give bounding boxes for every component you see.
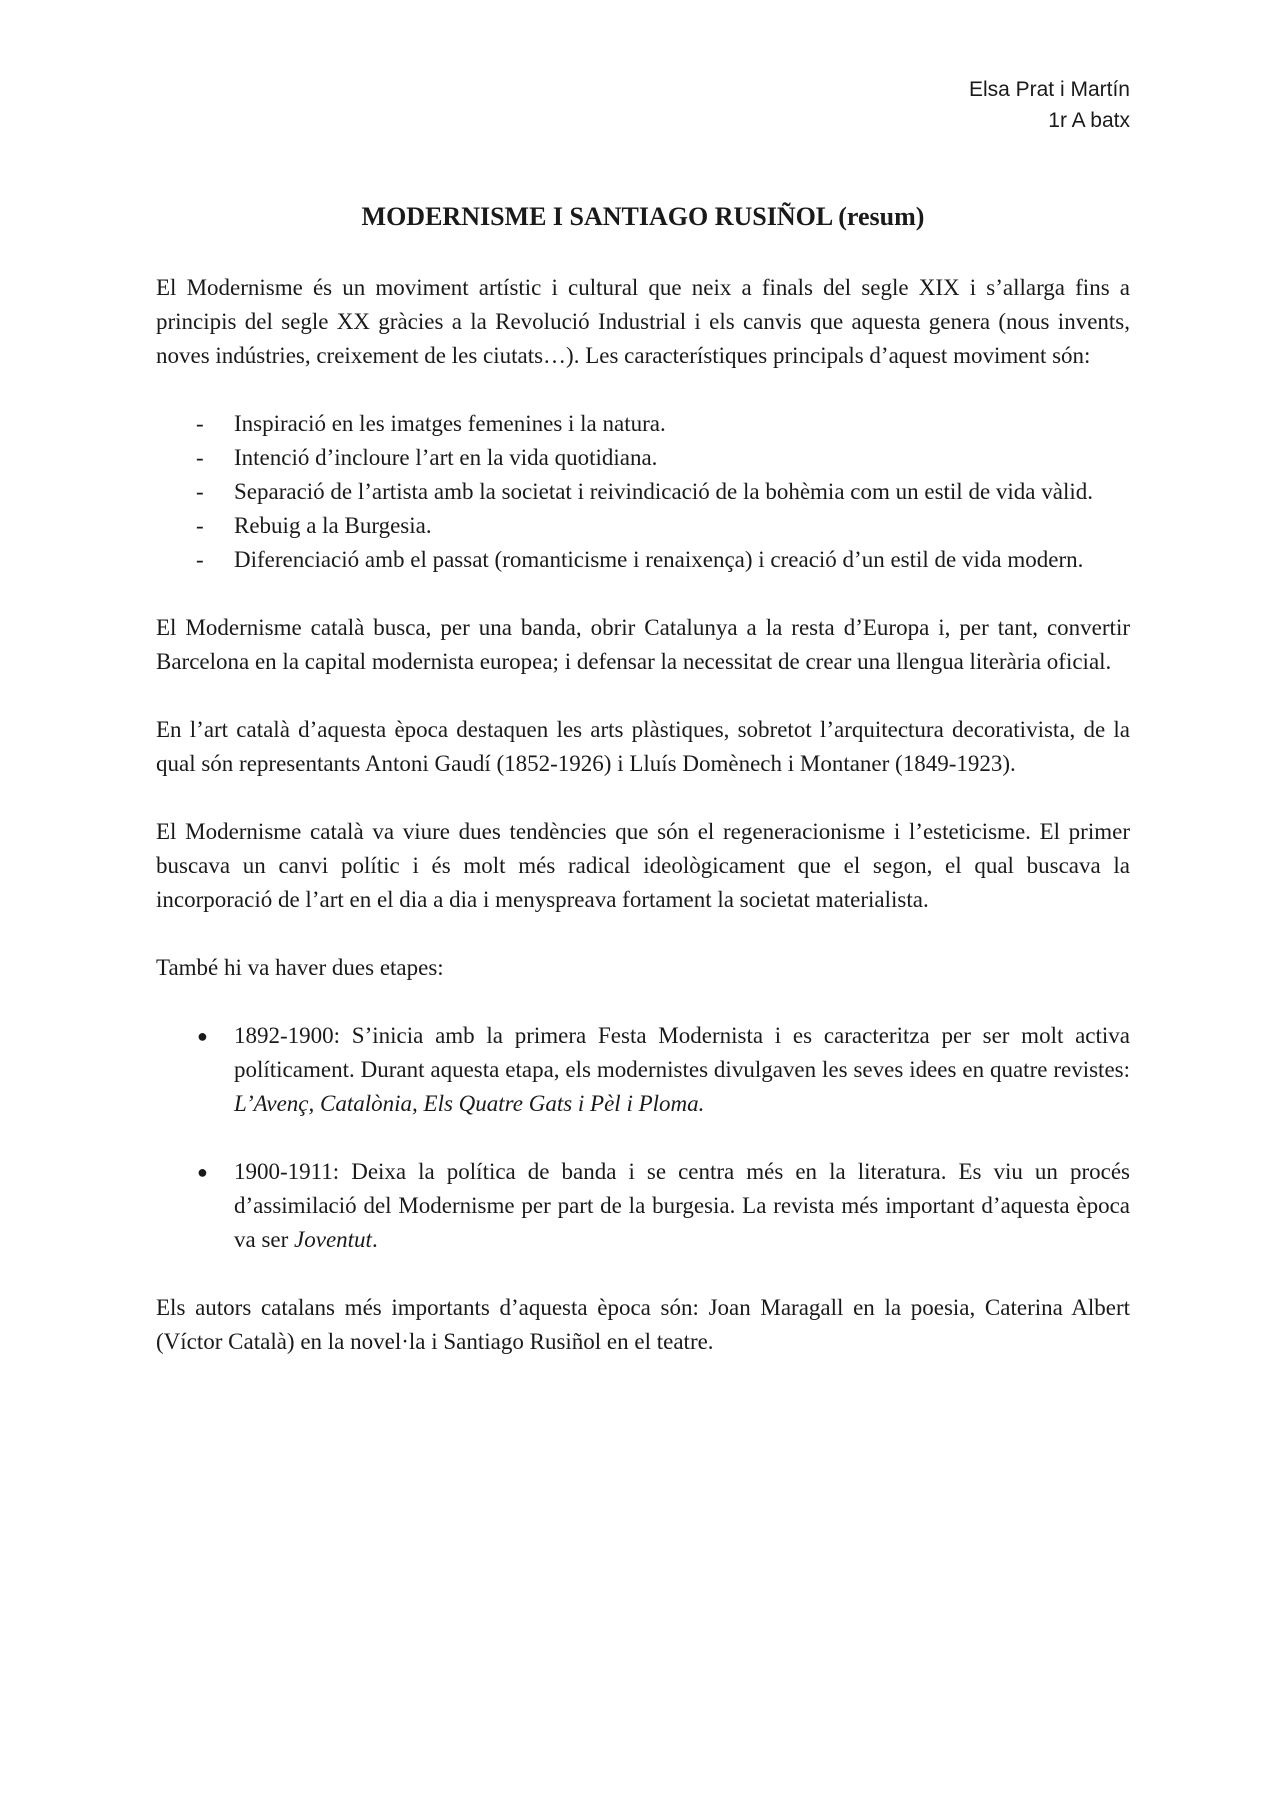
art-paragraph: En l’art català d’aquesta època destaquen les arts plàstiques, sobretot l’arquitectura decorativista, de la qual són representants Antoni Gaudí (1852-1926) i Lluís Domènech i Montaner (1849-1923). [156,717,1130,776]
authors-paragraph: Els autors catalans més importants d’aquesta època són: Joan Maragall en la poesia, Caterina Albert (Víctor Català) en la novel·la i Santiago Rusiñol en el teatre. [156,1295,1130,1354]
stage-text: 1892-1900: S’inicia amb la primera Festa Modernista i es caracteritza per ser molt activa políticament. Durant aquesta etapa, els modernistes divulgaven les seves idees en quatre revistes: [234,1023,1130,1082]
list-item [156,1155,1130,1257]
stage-tail: . [371,1227,378,1252]
catalan-modernism-paragraph: El Modernisme català busca, per una banda, obrir Catalunya a la resta d’Europa i, per tant, convertir Barcelona en la capital modernista europea; i defensar la necessitat de crear una llengua literària oficial. [156,615,1130,674]
stage-magazine: Joventut [294,1227,372,1252]
dash-marker: - [196,479,204,504]
dash-marker: - [196,411,204,436]
document-title: MODERNISME I SANTIAGO RUSIÑOL (resum) [361,202,925,231]
list-item [156,475,1130,509]
list-item-text: Diferenciació amb el passat (romanticisme i renaixença) i creació d’un estil de vida modern. [234,547,1084,572]
intro-paragraph: El Modernisme és un moviment artístic i cultural que neix a finals del segle XIX i s’allarga fins a principis del segle XX gràcies a la Revolució Industrial i els canvis que aquesta genera (nous invents, noves indústries, creixement de les ciutats…). Les característiques principals d’aquest moviment són: [156,275,1130,368]
dash-marker: - [196,445,204,470]
list-item-text: Inspiració en les imatges femenines i la natura. [234,411,666,436]
stage-magazines: L’Avenç, Catalònia, Els Quatre Gats i Pèl i Ploma. [234,1091,705,1116]
tendencies-paragraph: El Modernisme català va viure dues tendències que són el regeneracionisme i l’esteticisme. El primer buscava un canvi polític i és molt més radical ideològicament que el segon, el qual buscava la incorporació de l’art en el dia a dia i menyspreava fortament la societat materialista. [156,819,1130,912]
author-name: Elsa Prat i Martín [968,78,1130,101]
characteristics-list [156,407,1130,577]
list-item [156,441,1130,475]
list-item [156,543,1130,577]
stages-intro: També hi va haver dues etapes: [156,955,444,980]
list-item-text: Rebuig a la Burgesia. [234,513,432,538]
list-item-text: Intenció d’incloure l’art en la vida quotidiana. [234,445,658,470]
list-item [156,1019,1130,1121]
stages-list [156,1019,1130,1257]
list-item-text: Separació de l’artista amb la societat i reivindicació de la bohèmia com un estil de vida vàlid. [234,479,1093,504]
document-body [156,200,1130,1393]
dash-marker: - [196,513,204,538]
list-item [156,407,1130,441]
dash-marker: - [196,547,204,572]
document-header [969,74,1130,136]
list-item [156,509,1130,543]
bullet-marker: ● [197,1162,208,1182]
bullet-marker: ● [197,1026,208,1046]
class-label: 1r A batx [1048,109,1130,132]
stage-text: 1900-1911: Deixa la política de banda i se centra més en la literatura. Es viu un procés d’assimilació del Modernisme per part de la burgesia. La revista més important d’aquesta època va ser [234,1159,1130,1252]
